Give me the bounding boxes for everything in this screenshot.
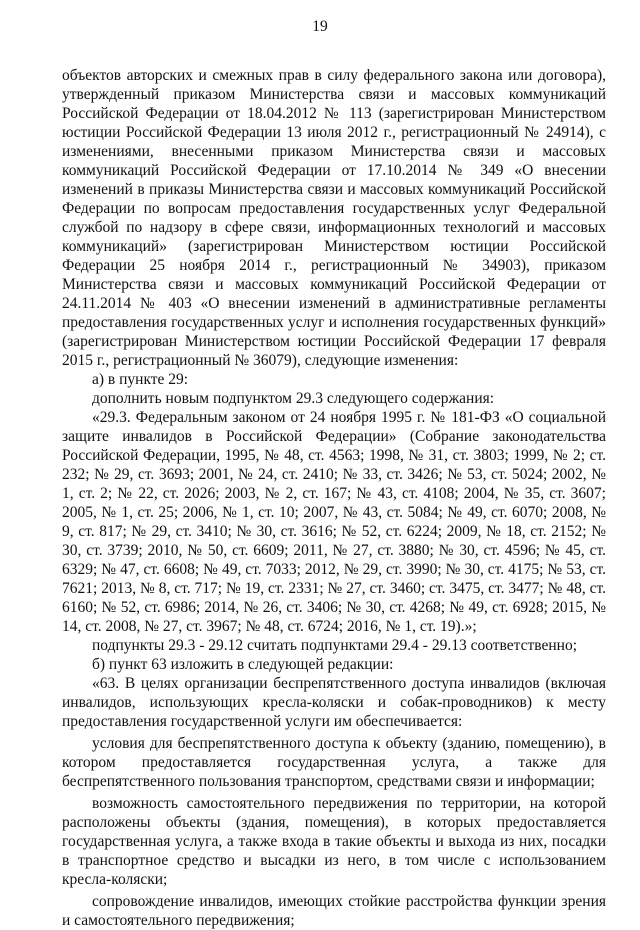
page-number: 19 xyxy=(312,18,328,35)
document-body xyxy=(62,66,606,930)
paragraph-item-b: б) пункт 63 изложить в следующей редакции: xyxy=(92,656,394,673)
paragraph-renumber: подпункты 29.3 - 29.12 считать подпунктами 29.4 - 29.13 соответственно; xyxy=(92,637,578,654)
paragraph-clause-63: «63. В целях организации беспрепятственного доступа инвалидов (включая инвалидов, использующих кресла-коляски и собак-проводников) к месту предоставления государственной услуги им обеспечивается: xyxy=(62,675,606,730)
paragraph-add-subitem: дополнить новым подпунктом 29.3 следующего содержания: xyxy=(92,390,495,407)
paragraph-access-conditions: условия для беспрепятственного доступа к объекту (зданию, помещению), в котором предоставляется государственная услуга, а также для беспрепятственного пользования транспортом, средствами связи и информации; xyxy=(62,735,606,790)
paragraph-subitem-29-3: «29.3. Федеральным законом от 24 ноября 1995 г. № 181-ФЗ «О социальной защите инвалидов в Российской Федерации» (Собрание законодательства Российской Федерации, 1995, № 48, ст. 4563; 1998, № 31, ст. 3803; 1999, № 2; ст. 232; № 29, ст. 3693; 2001, № 24, ст. 2410; № 33, ст. 3426; № 53, ст. 5024; 2002, № 1, ст. 2; № 22, ст. 2026; 2003, № 2, ст. 167; № 43, ст. 4108; 2004, № 35, ст. 3607; 2005, № 1, ст. 25; 2006, № 1, ст. 10; 2007, № 43, ст. 5084; № 49, ст. 6070; 2008, № 9, ст. 817; № 29, ст. 3410; № 30, ст. 3616; № 52, ст. 6224; 2009, № 18, ст. 2152; № 30, ст. 3739; 2010, № 50, ст. 6609; 2011, № 27, ст. 3880; № 30, ст. 4596; № 45, ст. 6329; № 47, ст. 6608; № 49, ст. 7033; 2012, № 29, ст. 3990; № 30, ст. 4175; № 53, ст. 7621; 2013, № 8, ст. 717; № 19, ст. 2331; № 27, ст. 3460; ст. 3475, ст. 3477; № 48, ст. 6160; № 52, ст. 6986; 2014, № 26, ст. 3406; № 30, ст. 4268; № 49, ст. 6928; 2015, № 14, ст. 2008, № 27, ст. 3967; № 48, ст. 6724; 2016, № 1, ст. 19).»; xyxy=(62,409,606,635)
paragraph-escort: сопровождение инвалидов, имеющих стойкие расстройства функции зрения и самостоятельного передвижения; xyxy=(62,893,606,929)
paragraph-movement: возможность самостоятельного передвижения по территории, на которой расположены объекты (здания, помещения), в которых предоставляется государственная услуга, а также входа в такие объекты и выхода из них, посадки в транспортное средство и высадки из него, в том числе с использованием кресла-коляски; xyxy=(62,795,606,888)
paragraph-item-a: а) в пункте 29: xyxy=(92,371,189,388)
paragraph-order-continuation: объектов авторских и смежных прав в силу федерального закона или договора), утвержденный приказом Министерства связи и массовых коммуникаций Российской Федерации от 18.04.2012 № 113 (зарегистрирован Министерством юстиции Российской Федерации 13 июля 2012 г., регистрационный № 24914), с изменениями, внесенными приказом Министерства связи и массовых коммуникаций Российской Федерации от 17.10.2014 № 349 «О внесении изменений в приказы Министерства связи и массовых коммуникаций Российской Федерации по вопросам предоставления государственных услуг Федеральной службой по надзору в сфере связи, информационных технологий и массовых коммуникаций» (зарегистрирован Министерством юстиции Российской Федерации 25 ноября 2014 г., регистрационный № 34903), приказом Министерства связи и массовых коммуникаций Российской Федерации от 24.11.2014 № 403 «О внесении изменений в административные регламенты предоставления государственных услуг и исполнения государственных функций» (зарегистрирован Министерством юстиции Российской Федерации 17 февраля 2015 г., регистрационный № 36079), следующие изменения: xyxy=(62,67,606,369)
